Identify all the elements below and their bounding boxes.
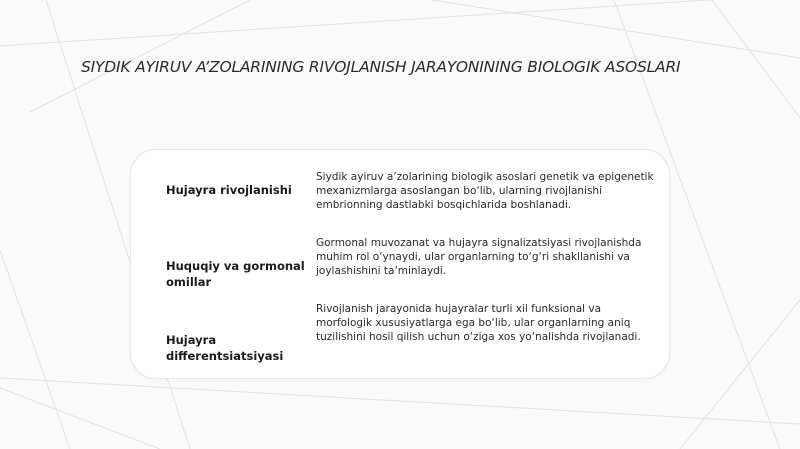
slide-title: SIYDIK AYIRUV A’ZOLARINING RIVOJLANISH JARAYONINING BIOLOGIK ASOSLARI (81, 58, 681, 76)
row-description-cell-differentiation: Rivojlanish jarayonida hujayralar turli xil funksional va morfologik xususiyatlarga ega bo‘lib, ular organlarning aniq tuzilishini hosil qilish uchun o‘ziga xos yo‘nalishda rivojlanadi. (316, 303, 641, 343)
row-description-cell-development: Siydik ayiruv a’zolarining biologik asoslari genetik va epigenetik mexanizmlarga asoslangan bo‘lib, ularning rivojlanishi embrionning dastlabki bosqichlarida boshlanadi. (316, 171, 654, 211)
row-term-cell-development: Hujayra rivojlanishi (166, 183, 292, 197)
row-term-cell-differentiation: Hujayra differentsiatsiyasi (166, 333, 284, 363)
row-description-legal-hormonal-factors: Gormonal muvozanat va hujayra signalizatsiyasi rivojlanishda muhim rol o‘ynaydi, ular organlarning to‘g‘ri shakllanishi va joylashishini ta’minlaydi. (316, 237, 642, 277)
row-term-legal-hormonal-factors: Huquqiy va gormonal omillar (166, 259, 305, 289)
